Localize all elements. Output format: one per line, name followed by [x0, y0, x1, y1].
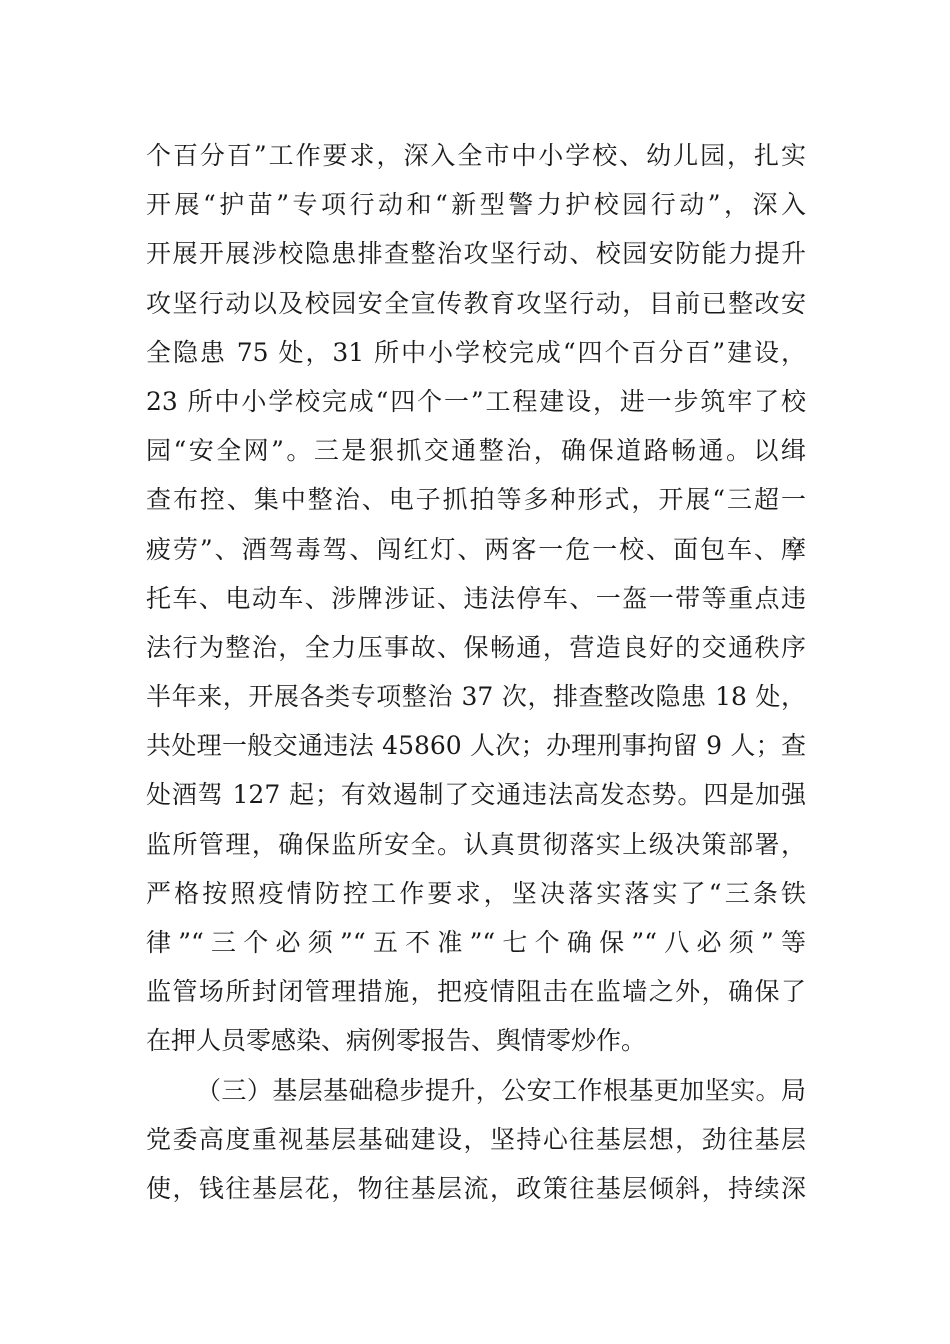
paragraph-line: 23 所中小学校完成“四个一”工程建设，进一步筑牢了校: [146, 386, 806, 416]
section-heading-line: （三）基层基础稳步提升，公安工作根基更加坚实。局: [196, 1075, 806, 1105]
paragraph-line: 开展开展涉校隐患排查整治攻坚行动、校园安防能力提升: [146, 239, 806, 269]
paragraph-line: 查布控、集中整治、电子抓拍等多种形式，开展“三超一: [146, 485, 806, 515]
paragraph-line: 严格按照疫情防控工作要求，坚决落实落实了“三条铁: [146, 878, 806, 908]
paragraph-line: 处酒驾 127 起；有效遏制了交通违法高发态势。四是加强: [146, 780, 806, 810]
paragraph-line: 托车、电动车、涉牌涉证、违法停车、一盔一带等重点违: [146, 583, 806, 613]
document-body: [146, 131, 806, 1213]
paragraph-line: 疲劳”、酒驾毒驾、闯红灯、两客一危一校、面包车、摩: [146, 534, 806, 564]
paragraph-line: 全隐患 75 处，31 所中小学校完成“四个百分百”建设，: [146, 337, 806, 367]
paragraph-line: 党委高度重视基层基础建设，坚持心往基层想，劲往基层: [146, 1124, 806, 1154]
paragraph-line: 开展“护苗”专项行动和“新型警力护校园行动”，深入: [146, 190, 806, 220]
paragraph-line: 在押人员零感染、病例零报告、舆情零炒作。: [146, 1026, 647, 1056]
paragraph-line: 监管场所封闭管理措施，把疫情阻击在监墙之外，确保了: [146, 977, 806, 1007]
paragraph-line: 半年来，开展各类专项整治 37 次，排查整改隐患 18 处，: [146, 682, 806, 712]
paragraph-line: 园“安全网”。三是狠抓交通整治，确保道路畅通。以缉: [146, 436, 806, 466]
paragraph-line: 律”“三个必须”“五不准”“七个确保”“八必须”等: [146, 928, 806, 957]
paragraph-line: 使，钱往基层花，物往基层流，政策往基层倾斜，持续深: [146, 1173, 806, 1203]
paragraph-line: 共处理一般交通违法 45860 人次；办理刑事拘留 9 人；查: [146, 731, 806, 761]
paragraph-line: 攻坚行动以及校园安全宣传教育攻坚行动，目前已整改安: [146, 288, 806, 318]
paragraph-line: 个百分百”工作要求，深入全市中小学校、幼儿园，扎实: [146, 141, 806, 170]
paragraph-line: 监所管理，确保监所安全。认真贯彻落实上级决策部署，: [146, 829, 806, 859]
paragraph-line: 法行为整治，全力压事故、保畅通，营造良好的交通秩序: [146, 632, 806, 662]
